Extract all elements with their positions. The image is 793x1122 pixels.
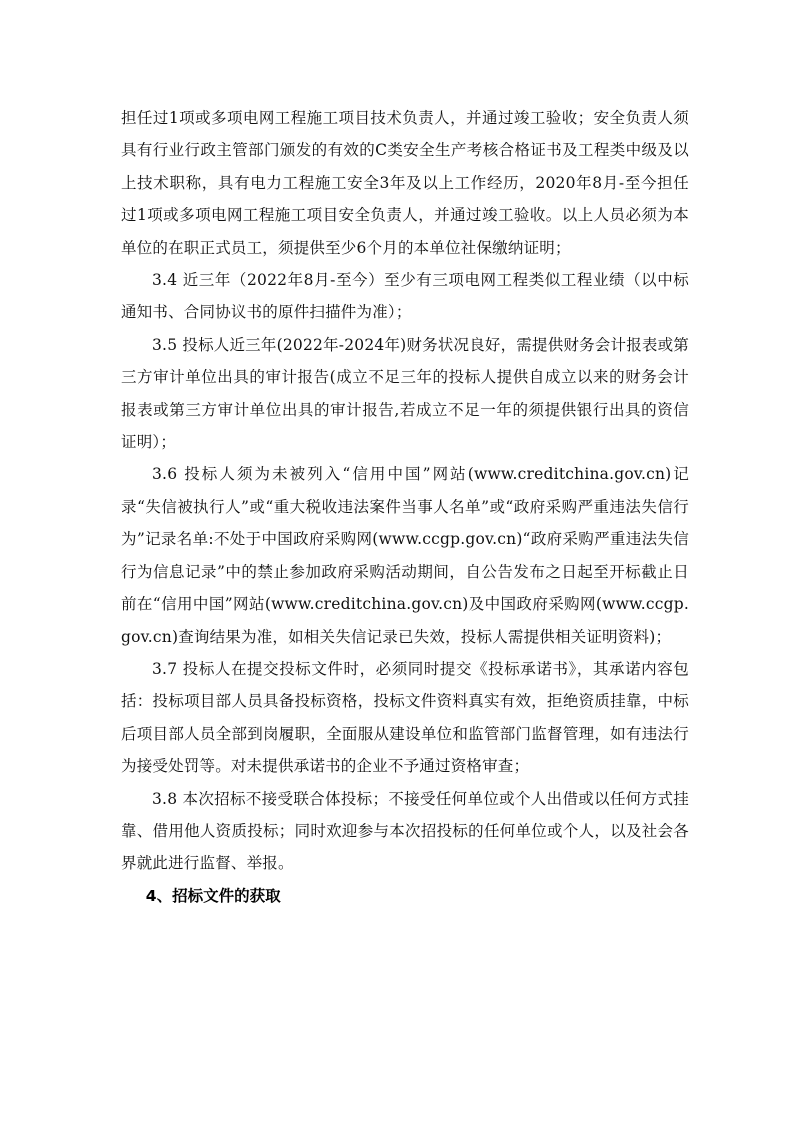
document-body [121, 102, 689, 912]
paragraph-3-7-commitment-letter: 3.7 投标人在提交投标文件时，必须同时提交《投标承诺书》，其承诺内容包括：投标项目部人员具备投标资格，投标文件资料真实有效，拒绝资质挂靠，中标后项目部人员全部到岗履职，全面服从建设单位和监管部门监督管理，如有违法行为接受处罚等。对未提供承诺书的企业不予通过资格审查； [121, 659, 689, 776]
paragraph-3-5-financial-status: 3.5 投标人近三年(2022年-2024年)财务状况良好，需提供财务会计报表或第三方审计单位出具的审计报告(成立不足三年的投标人提供自成立以来的财务会计报表或第三方审计单位出具的审计报告,若成立不足一年的须提供银行出具的资信证明）； [121, 335, 690, 452]
paragraph-3-6-credit-record: 3.6 投标人须为未被列入“信用中国”网站(www.creditchina.gov.cn)记录“失信被执行人”或“重大税收违法案件当事人名单”或“政府采购严重违法失信行为”记录名单:不处于中国政府采购网(www.ccgp.gov.cn)“政府采购严重违法失信行为信息记录”中的禁止参加政府采购活动期间，自公告发布之日起至开标截止日前在“信用中国”网站(www.creditchina.gov.cn)及中国政府采购网(www.ccgp.gov.cn)查询结果为准，如相关失信记录已失效，投标人需提供相关证明资料)； [121, 465, 689, 646]
section-heading-4: 4、招标文件的获取 [145, 886, 281, 905]
paragraph-3-4-project-performance: 3.4 近三年（2022年8月-至今）至少有三项电网工程类似工程业绩（以中标通知书、合同协议书的原件扫描件为准）； [121, 271, 689, 322]
paragraph-3-8-no-joint-bidding: 3.8 本次招标不接受联合体投标；不接受任何单位或个人出借或以任何方式挂靠、借用他人资质投标；同时欢迎参与本次招投标的任何单位或个人，以及社会各界就此进行监督、举报。 [121, 789, 689, 873]
paragraph-qualification-continued: 担任过1项或多项电网工程施工项目技术负责人，并通过竣工验收；安全负责人须具有行业行政主管部门颁发的有效的C类安全生产考核合格证书及工程类中级及以上技术职称，具有电力工程施工安全3年及以上工作经历，2020年8月-至今担任过1项或多项电网工程施工项目安全负责人，并通过竣工验收。以上人员必须为本单位的在职正式员工，须提供至少6个月的本单位社保缴纳证明； [121, 109, 689, 257]
